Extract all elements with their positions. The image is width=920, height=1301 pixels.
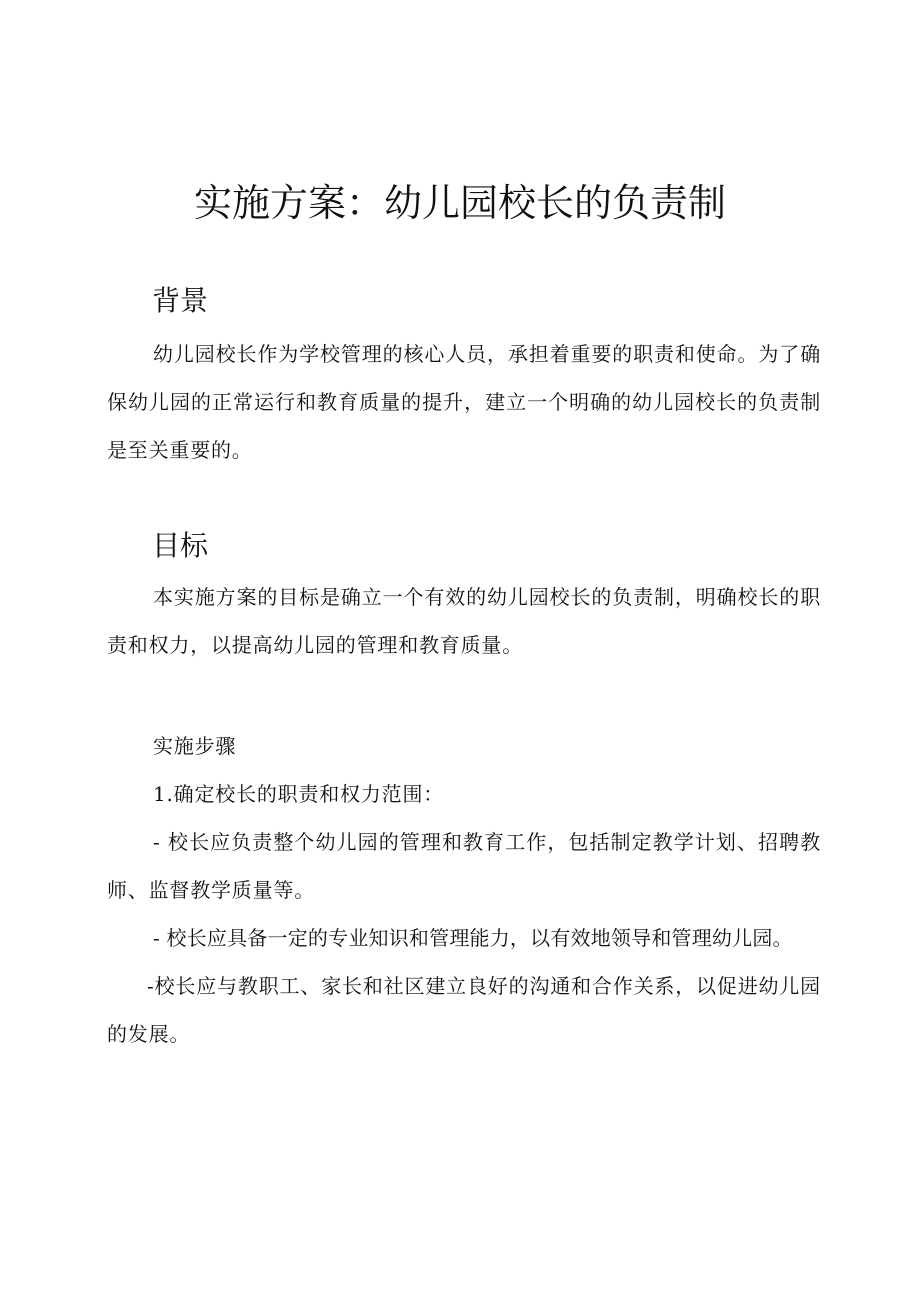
goal-paragraph: 本实施方案的目标是确立一个有效的幼儿园校长的负责制，明确校长的职责和权力，以提高幼儿园的管理和教育质量。 bbox=[107, 585, 821, 657]
step-bullet: - 校长应具备一定的专业知识和管理能力，以有效地领导和管理幼儿园。 bbox=[153, 926, 793, 950]
step-bullet: - 校长应负责整个幼儿园的管理和教育工作，包括制定教学计划、招聘教师、监督教学质量等。 bbox=[107, 830, 821, 902]
steps-heading: 实施步骤 bbox=[153, 734, 237, 758]
step-1-title: 1.确定校长的职责和权力范围： bbox=[153, 782, 445, 806]
goal-heading: 目标 bbox=[152, 529, 209, 562]
step-bullet: -校长应与教职工、家长和社区建立良好的沟通和合作关系，以促进幼儿园的发展。 bbox=[107, 974, 821, 1046]
background-heading: 背景 bbox=[152, 284, 209, 317]
document-title: 实施方案：幼儿园校长的负责制 bbox=[193, 181, 726, 225]
background-paragraph: 幼儿园校长作为学校管理的核心人员，承担着重要的职责和使命。为了确保幼儿园的正常运行和教育质量的提升，建立一个明确的幼儿园校长的负责制是至关重要的。 bbox=[107, 342, 821, 462]
